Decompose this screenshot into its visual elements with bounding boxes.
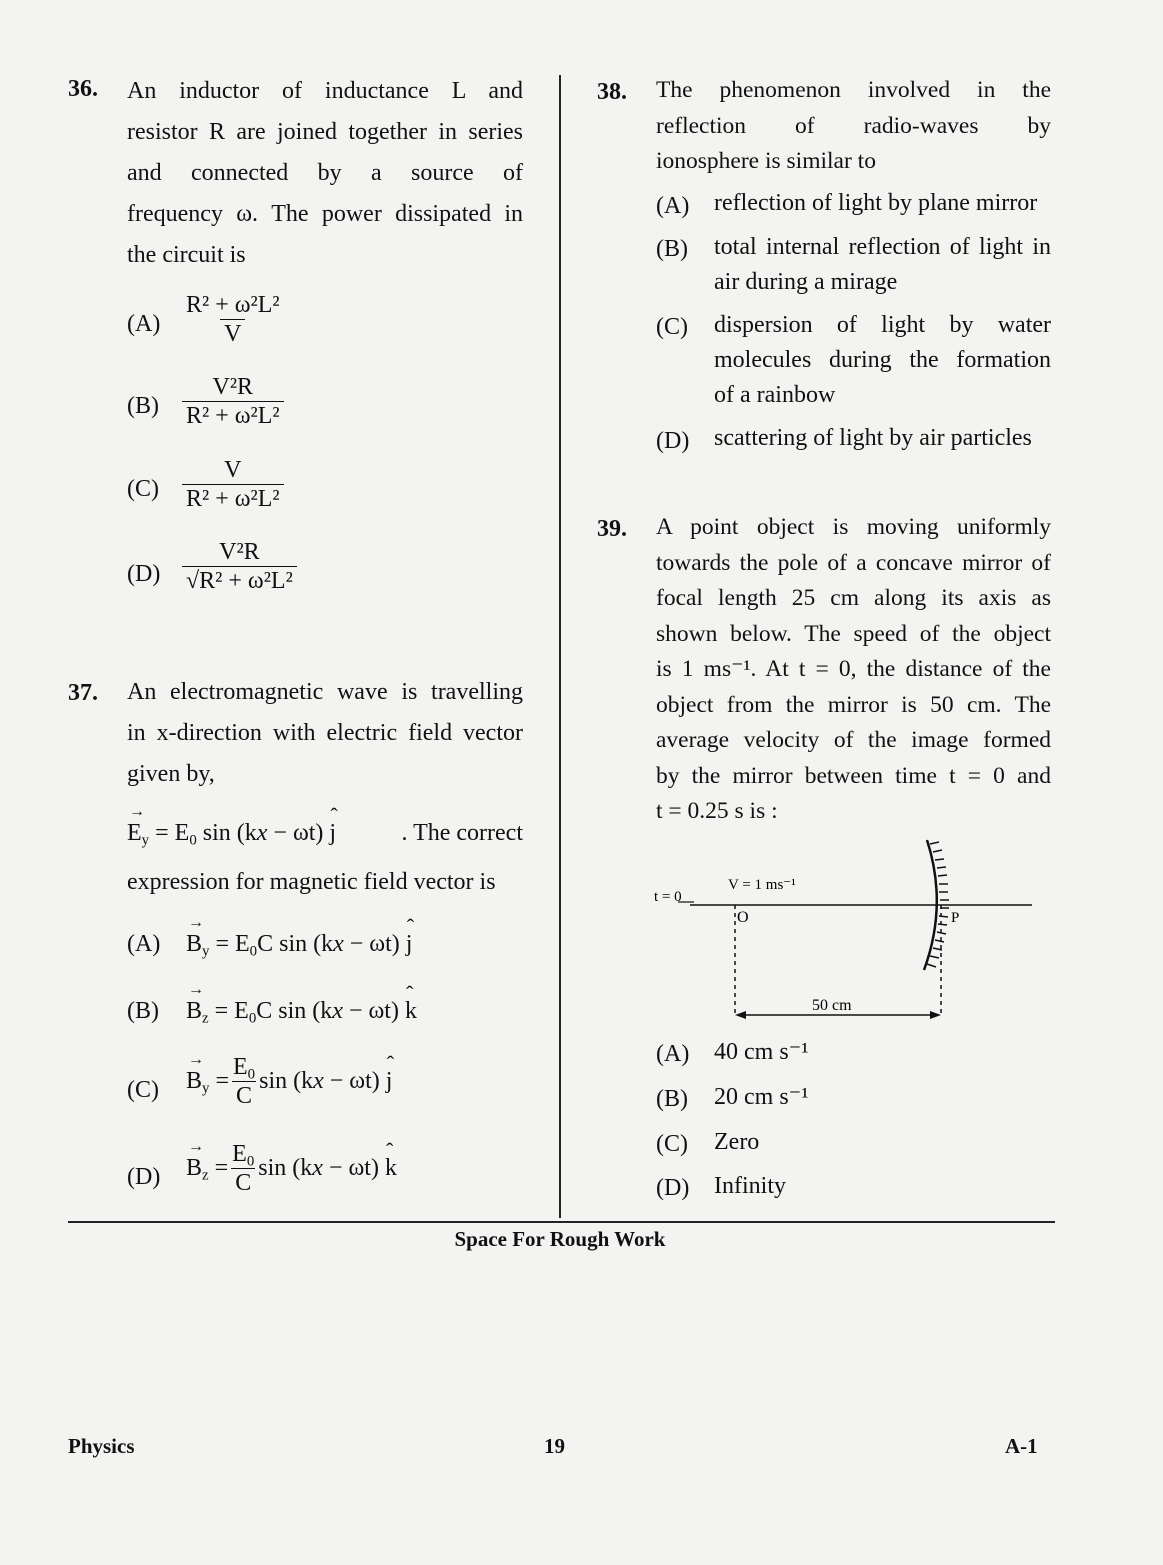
q38-line-3: ionosphere is similar to <box>656 148 876 174</box>
q39-line-7: average velocity of the image formed <box>656 727 1051 753</box>
diagram-velocity-label: V = 1 ms⁻¹ <box>728 877 796 893</box>
q38-line-2: reflection of radio-waves by <box>656 112 1051 139</box>
q38-option-a-label: (A) <box>656 193 690 219</box>
q36-line-4: frequency ω. The power dissipated in <box>127 201 523 227</box>
q38-option-a[interactable]: reflection of light by plane mirror <box>714 190 1038 216</box>
booklet-code: A-1 <box>1005 1434 1038 1458</box>
distance-arrow-right <box>930 1011 941 1019</box>
q36-option-d[interactable] <box>182 538 297 595</box>
q37-text <box>127 672 523 795</box>
q36-line-3: and connected by a source of <box>127 160 523 186</box>
q36-option-d-den: √R² + ω²L² <box>182 566 297 595</box>
q38-option-b-line-1: total internal reflection of light in <box>714 234 1051 260</box>
diagram-object-label: O <box>737 909 749 926</box>
q38-option-c-label: (C) <box>656 314 688 340</box>
q36-option-d-label: (D) <box>127 561 161 587</box>
q36-option-b-num: V²R <box>212 374 254 400</box>
q37-line-after: expression for magnetic field vector is <box>127 869 496 895</box>
q37-option-a[interactable]: → $B_y = E_0C$ sin (kx − ωt) ˆ j <box>186 931 412 958</box>
q38-option-c-line-3: of a rainbow <box>714 382 836 408</box>
q38-option-b-label: (B) <box>656 236 688 262</box>
q39-option-c[interactable]: Zero <box>714 1129 760 1155</box>
q38-option-d-label: (D) <box>656 428 690 454</box>
q36-option-a[interactable] <box>182 291 284 348</box>
q37-equation-tail: . The correct <box>401 820 523 846</box>
q39-line-5: is 1 ms⁻¹. At t = 0, the distance of the <box>656 656 1051 682</box>
q39-line-2: towards the pole of a concave mirror of <box>656 549 1051 576</box>
q39-option-b[interactable]: 20 cm s⁻¹ <box>714 1084 809 1110</box>
page-number: 19 <box>544 1434 565 1458</box>
q37-electric-field-equation: → $E_y = E_0$ sin (kx − ωt) ˆ j . The correct <box>127 820 523 847</box>
q37-option-d-label: (D) <box>127 1164 161 1190</box>
diagram-t0-label: t = 0 <box>654 889 682 905</box>
q38-option-b[interactable] <box>714 230 1051 300</box>
q36-option-b-den: R² + ω²L² <box>182 401 284 430</box>
q37-line-2: in x-direction with electric field vector <box>127 720 523 746</box>
q38-option-d[interactable]: scattering of light by air particles <box>714 425 1032 451</box>
q36-option-a-label: (A) <box>127 311 161 337</box>
q36-line-5: the circuit is <box>127 242 246 268</box>
q39-number: 39. <box>597 516 627 542</box>
q37-option-d[interactable]: → $B_z$ = $\frac{E_0}{C}$ sin (kx − ωt) ˆ k <box>186 1140 397 1197</box>
q38-number: 38. <box>597 79 627 105</box>
q36-option-c-num: V <box>224 457 242 483</box>
concave-mirror-diagram <box>640 830 1040 1030</box>
q39-line-4: shown below. The speed of the object <box>656 620 1051 647</box>
subject-label: Physics <box>68 1434 135 1458</box>
q37-option-c-label: (C) <box>127 1077 159 1103</box>
q38-text <box>656 73 1051 180</box>
q37-line-1: An electromagnetic wave is travelling <box>127 679 523 705</box>
q39-line-8: by the mirror between time t = 0 and <box>656 762 1051 789</box>
q36-option-c-den: R² + ω²L² <box>182 484 284 513</box>
diagram-distance-label: 50 cm <box>812 997 852 1014</box>
q38-option-b-line-2: air during a mirage <box>714 269 898 295</box>
column-divider <box>559 75 561 1218</box>
q38-option-c-line-1: dispersion of light by water <box>714 312 1051 338</box>
q39-line-6: object from the mirror is 50 cm. The <box>656 691 1051 718</box>
q36-option-a-num: R² + ω²L² <box>186 292 280 318</box>
rough-work-label: Space For Rough Work <box>454 1227 666 1251</box>
distance-arrow-left <box>735 1011 746 1019</box>
diagram-pole-label: P <box>951 910 960 926</box>
q37-number: 37. <box>68 680 98 706</box>
q38-line-1: The phenomenon involved in the <box>656 77 1051 103</box>
q36-number: 36. <box>68 76 98 102</box>
q36-option-c[interactable] <box>182 456 284 513</box>
q39-text <box>656 510 1051 830</box>
q37-option-b-label: (B) <box>127 998 159 1024</box>
q36-line-1: An inductor of inductance L and <box>127 78 523 104</box>
q36-option-a-den: V <box>220 319 245 348</box>
q37-option-c[interactable]: → $B_y$ = $\frac{E_0}{C}$ sin (kx − ωt) ˆ j <box>186 1053 392 1110</box>
q36-option-b[interactable] <box>182 373 284 430</box>
q39-option-b-label: (B) <box>656 1086 688 1112</box>
q37-option-b[interactable]: → $B_z = E_0C$ sin (kx − ωt) ˆ k <box>186 998 417 1025</box>
q39-option-d[interactable]: Infinity <box>714 1173 786 1199</box>
q36-option-b-label: (B) <box>127 393 159 419</box>
q37-line-3: given by, <box>127 761 215 787</box>
q36-option-c-label: (C) <box>127 476 159 502</box>
q39-line-9: t = 0.25 s is : <box>656 798 778 824</box>
q36-text <box>127 71 523 276</box>
q39-line-3: focal length 25 cm along its axis as <box>656 585 1051 611</box>
q37-option-a-label: (A) <box>127 931 161 957</box>
q39-line-1: A point object is moving uniformly <box>656 514 1051 540</box>
q36-option-d-num: V²R <box>219 539 260 565</box>
q39-option-a[interactable]: 40 cm s⁻¹ <box>714 1039 809 1065</box>
q39-option-a-label: (A) <box>656 1041 690 1067</box>
q39-option-c-label: (C) <box>656 1131 688 1157</box>
rough-work-rule <box>68 1221 1055 1223</box>
q38-option-c-line-2: molecules during the formation <box>714 347 1051 373</box>
q36-line-2: resistor R are joined together in series <box>127 119 523 145</box>
q38-option-c[interactable] <box>714 308 1051 413</box>
q39-option-d-label: (D) <box>656 1175 690 1201</box>
